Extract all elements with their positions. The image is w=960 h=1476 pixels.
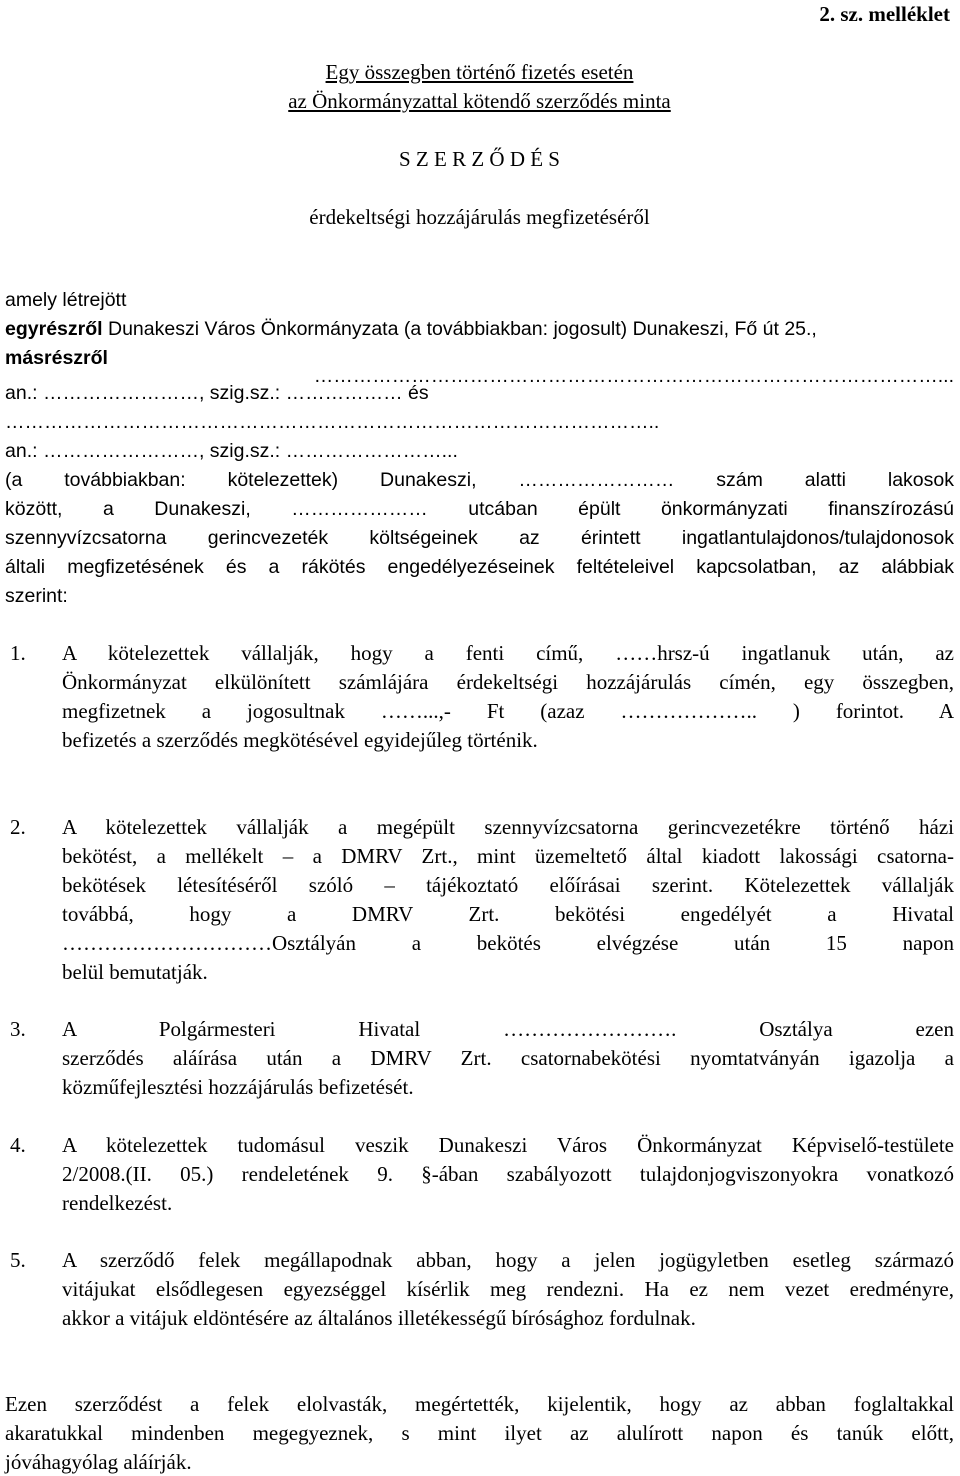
party2-dots: ……………………………………………………………………………………...: [313, 365, 954, 387]
clause-number: 1.: [10, 641, 26, 665]
clause-number: 3.: [10, 1017, 26, 1041]
clause-line: közműfejlesztési hozzájárulás befizetését.: [62, 1075, 414, 1099]
clause-line: A szerződő felek megállapodnak abban, hogy a jelen jogügyletben esetleg származó: [62, 1248, 954, 1272]
clause-line: 2/2008.(II. 05.) rendeletének 9. §-ában szabályozott tulajdonjogviszonyokra vonatkozó: [62, 1162, 954, 1186]
clause-line: …………………………Osztályán a bekötés elvégzése után 15 napon: [62, 931, 954, 955]
clause-line: bekötések létesítéséről szóló – tájékoztató előírásai szerint. Kötelezettek vállalják: [62, 873, 954, 897]
clause-line: továbbá, hogy a DMRV Zrt. bekötési engedélyét a Hivatal: [62, 902, 954, 926]
contract-heading: S Z E R Z Ő D É S: [398, 147, 560, 171]
party1-line: egyrészről Dunakeszi Város Önkormányzata (a továbbiakban: jogosult) Dunakeszi, Fő út 25.,: [5, 318, 817, 340]
annex-label: 2. sz. melléklet: [819, 2, 950, 26]
clause-line: A kötelezettek tudomásul veszik Dunakeszi Város Önkormányzat Képviselő-testülete: [62, 1133, 954, 1157]
obligated-line-2: között, a Dunakeszi, ………………… utcában épült önkormányzati finanszírozású: [5, 498, 954, 520]
clause-line: bekötést, a mellékelt – a DMRV Zrt., mint üzemeltető által kiadott lakossági csatorna-: [62, 844, 954, 868]
clause-number: 5.: [10, 1248, 26, 1272]
party2-line: másrészről: [5, 347, 108, 369]
clause-line: megfizetnek a jogosultnak ……...,- Ft (azaz ……………….. ) forintot. A: [62, 699, 954, 723]
dots-line: ………………………………………………………………………………………..: [5, 411, 660, 433]
obligated-line-5: szerint:: [5, 585, 68, 607]
title-line-2: az Önkormányzattal kötendő szerződés minta: [288, 89, 671, 113]
clause-line: A kötelezettek vállalják a megépült szennyvízcsatorna gerincvezetékre történő házi: [62, 815, 954, 839]
created-line: amely létrejött: [5, 289, 127, 311]
clause-number: 4.: [10, 1133, 26, 1157]
obligated-line-3: szennyvízcsatorna gerincvezeték költségeinek az érintett ingatlantulajdonos/tulajdonosok: [5, 527, 954, 549]
clause-line: Önkormányzat elkülönített számlájára érdekeltségi hozzájárulás címén, egy összegben,: [62, 670, 954, 694]
clause-line: akkor a vitájuk eldöntésére az általános illetékességű bírósághoz fordulnak.: [62, 1306, 696, 1330]
obligated-line-1: (a továbbiakban: kötelezettek) Dunakeszi, …………………… szám alatti lakosok: [5, 469, 954, 491]
subtitle: érdekeltségi hozzájárulás megfizetéséről: [309, 205, 650, 229]
closing-line-3: jóváhagyólag aláírják.: [5, 1450, 192, 1474]
closing-line-1: Ezen szerződést a felek elolvasták, megértették, kijelentik, hogy az abban foglaltakkal: [5, 1392, 954, 1416]
clause-number: 2.: [10, 815, 26, 839]
clause-line: rendelkezést.: [62, 1191, 173, 1215]
clause-line: A kötelezettek vállalják, hogy a fenti című, ……hrsz-ú ingatlanuk után, az: [62, 641, 954, 665]
clause-line: vitájukat elsődlegesen egyezséggel kísérlik meg rendezni. Ha ez nem vezet eredményre,: [62, 1277, 954, 1301]
closing-line-2: akaratukkal mindenben megegyeznek, s mint ilyet az alulírott napon és tanúk előtt,: [5, 1421, 954, 1445]
clause-line: A Polgármesteri Hivatal ……………………. Osztálya ezen: [62, 1017, 954, 1041]
title-line-1: Egy összegben történő fizetés esetén: [325, 60, 634, 84]
an-line-2: an.: ……………………, szig.sz.: ……………………...: [5, 440, 458, 462]
obligated-line-4: általi megfizetésének és a rákötés engedélyezéseinek feltételeivel kapcsolatban, az alábbiak: [5, 556, 954, 578]
clause-line: szerződés aláírása után a DMRV Zrt. csatornabekötési nyomtatványán igazolja a: [62, 1046, 954, 1070]
clause-line: befizetés a szerződés megkötésével egyidejűleg történik.: [62, 728, 538, 752]
an-line-1: an.: ……………………, szig.sz.: ……………… és: [5, 382, 429, 404]
clause-line: belül bemutatják.: [62, 960, 208, 984]
